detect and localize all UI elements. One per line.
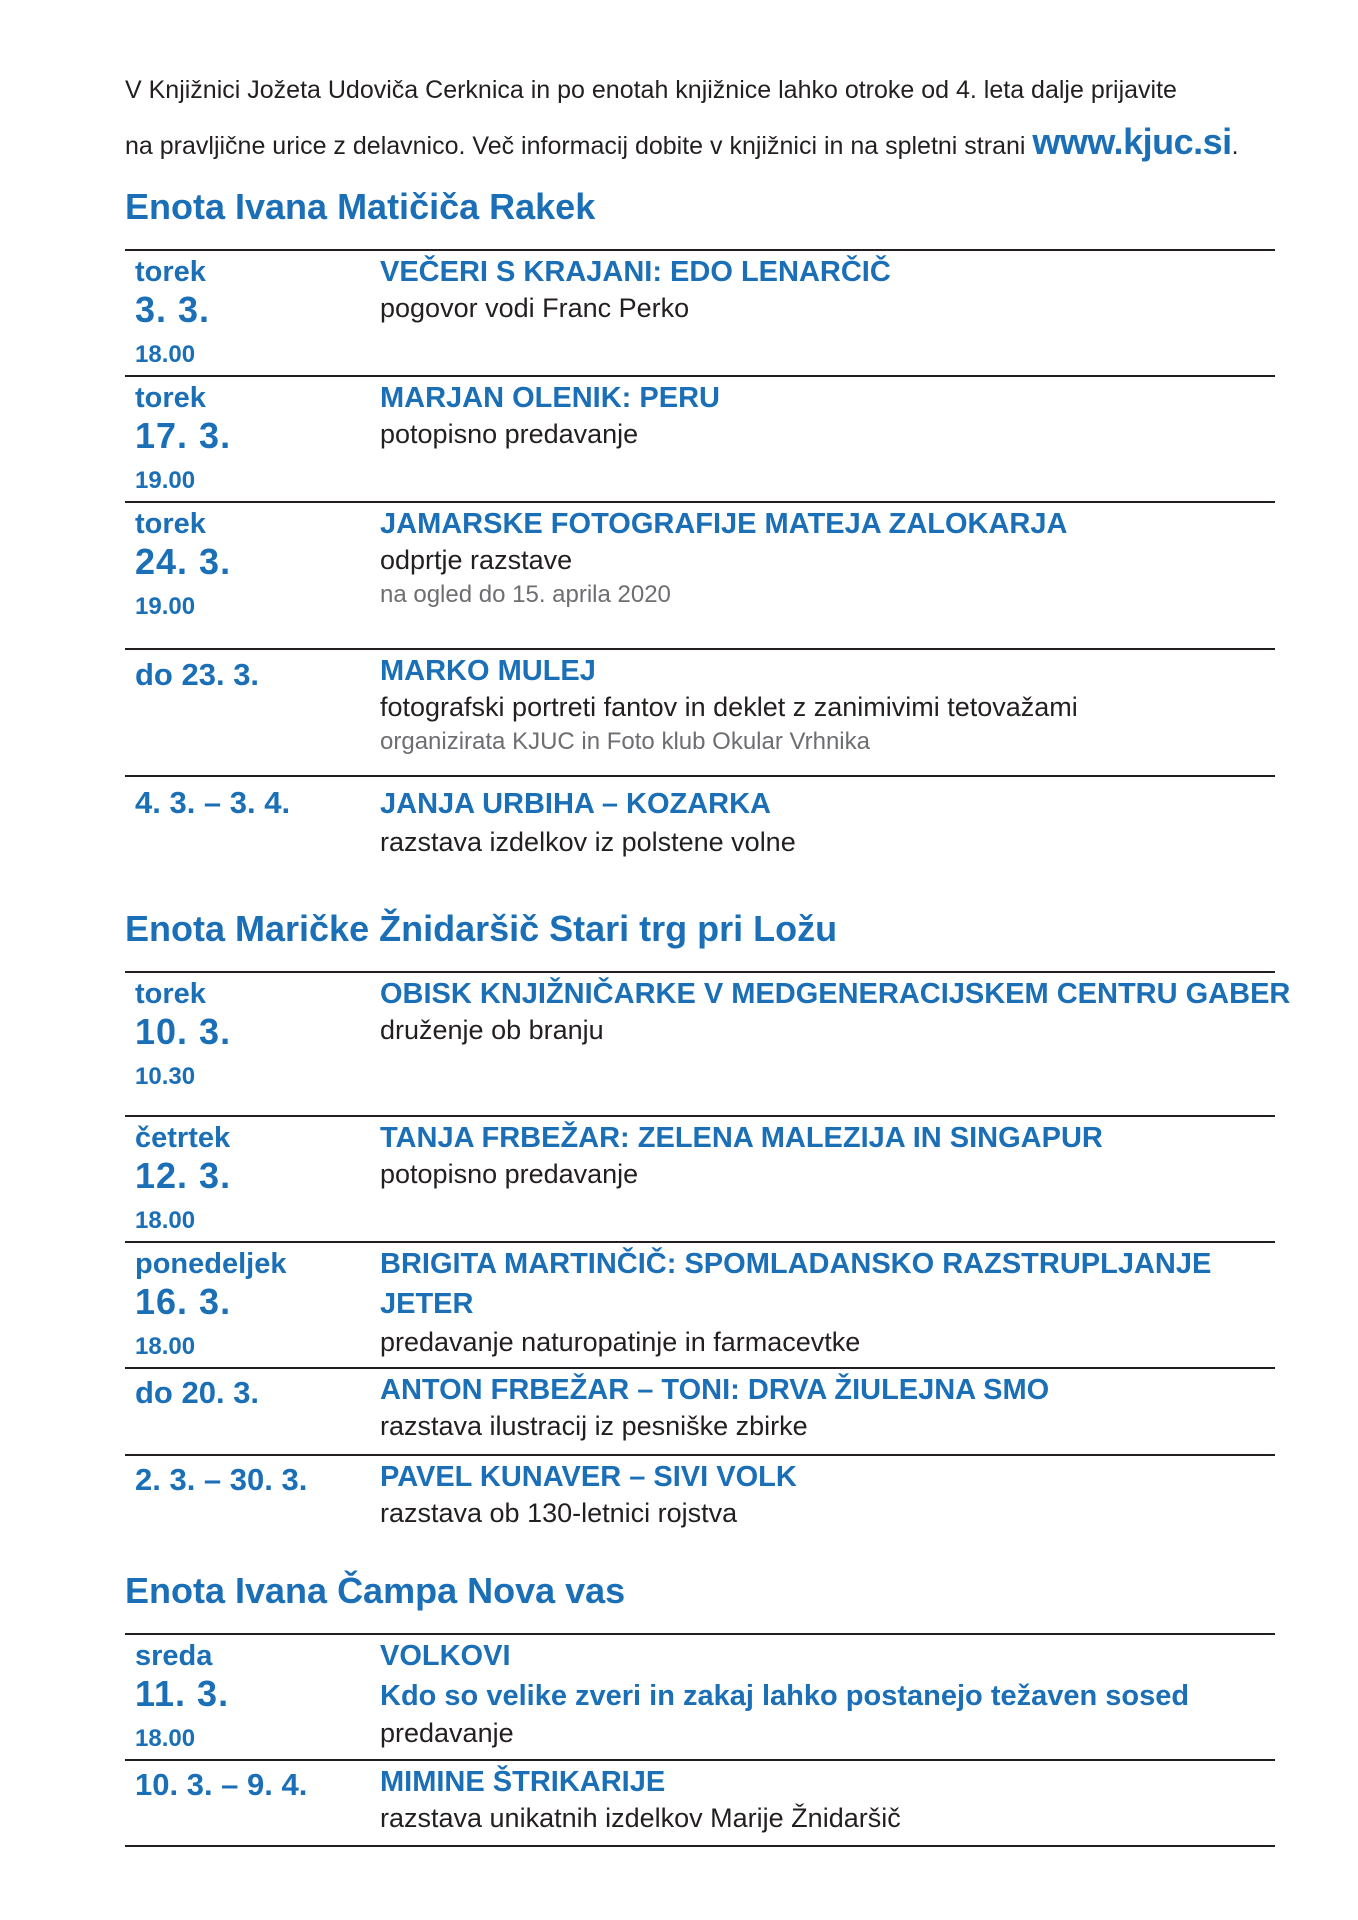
event-date-range: do 20. 3. [135,1375,260,1410]
event-date-range: 4. 3. – 3. 4. [135,785,291,820]
event-title-continued: JETER [380,1288,474,1320]
event-title: MIMINE ŠTRIKARIJE [380,1766,666,1798]
divider [125,249,1275,251]
section-title: Enota Maričke Žnidaršič Stari trg pri Ložu [125,908,838,949]
event-description: razstava ob 130-letnici rojstva [380,1498,738,1528]
event-description: fotografski portreti fantov in deklet z zanimivimi tetovažami [380,692,1078,722]
divider [125,1241,1275,1243]
divider [125,1845,1275,1847]
event-title: JAMARSKE FOTOGRAFIJE MATEJA ZALOKARJA [380,508,1068,540]
event-day: torek [135,382,206,414]
event-title: VOLKOVI [380,1640,511,1672]
event-description: druženje ob branju [380,1015,604,1045]
event-title: JANJA URBIHA – KOZARKA [380,788,771,820]
event-title: BRIGITA MARTINČIČ: SPOMLADANSKO RAZSTRUPLJANJE [380,1248,1212,1280]
divider [125,775,1275,777]
event-title: TANJA FRBEŽAR: ZELENA MALEZIJA IN SINGAPUR [380,1122,1103,1154]
event-description: pogovor vodi Franc Perko [380,293,690,323]
event-description: potopisno predavanje [380,419,639,449]
event-note: na ogled do 15. aprila 2020 [380,581,671,608]
event-description: razstava ilustracij iz pesniške zbirke [380,1411,808,1441]
event-time: 19.00 [135,593,196,620]
event-day: torek [135,508,206,540]
event-note: organizirata KJUC in Foto klub Okular Vrhnika [380,728,870,755]
event-day: ponedeljek [135,1248,287,1280]
event-time: 10.30 [135,1063,196,1090]
section-title: Enota Ivana Čampa Nova vas [125,1570,626,1611]
website-link[interactable]: www.kjuc.si [1032,121,1232,162]
event-title: ANTON FRBEŽAR – TONI: DRVA ŽIULEJNA SMO [380,1374,1050,1406]
event-description: razstava izdelkov iz polstene volne [380,827,796,857]
event-description: razstava unikatnih izdelkov Marije Žnidaršič [380,1803,901,1833]
event-date: 11. 3. [135,1673,230,1714]
divider [125,648,1275,650]
intro-line-2-end: . [1231,132,1239,160]
event-day: sreda [135,1640,213,1672]
intro-line-2 [125,116,1255,172]
event-subtitle: Kdo so velike zveri in zakaj lahko postanejo težaven sosed [380,1680,1190,1712]
event-title: MARJAN OLENIK: PERU [380,382,720,414]
event-time: 18.00 [135,1333,196,1360]
event-description: predavanje [380,1718,514,1748]
intro-line-2-text: na pravljične urice z delavnico. Več informacij dobite v knjižnici in na spletni strani [125,132,1033,160]
intro-paragraph [125,64,1255,172]
event-title: OBISK KNJIŽNIČARKE V MEDGENERACIJSKEM CENTRU GABER [380,978,1291,1010]
event-title: PAVEL KUNAVER – SIVI VOLK [380,1461,797,1493]
divider [125,971,1275,973]
section-title: Enota Ivana Matičiča Rakek [125,186,596,227]
event-time: 18.00 [135,1725,196,1752]
event-day: torek [135,978,206,1010]
event-description: odprtje razstave [380,545,573,575]
event-description: potopisno predavanje [380,1159,639,1189]
event-time: 18.00 [135,341,196,368]
event-time: 19.00 [135,467,196,494]
divider [125,375,1275,377]
event-day: četrtek [135,1122,231,1154]
event-time: 18.00 [135,1207,196,1234]
event-date-range: 2. 3. – 30. 3. [135,1462,308,1497]
event-title: MARKO MULEJ [380,655,596,687]
intro-line-1: V Knjižnici Jožeta Udoviča Cerknica in po enotah knjižnice lahko otroke od 4. leta dalje prijavite [125,76,1177,104]
event-date: 12. 3. [135,1155,232,1196]
event-date: 3. 3. [135,289,211,330]
divider [125,1367,1275,1369]
divider [125,501,1275,503]
divider [125,1633,1275,1635]
divider [125,1454,1275,1456]
event-date: 10. 3. [135,1011,232,1052]
event-day: torek [135,256,206,288]
divider [125,1759,1275,1761]
event-description: predavanje naturopatinje in farmacevtke [380,1327,861,1357]
divider [125,1115,1275,1117]
event-date-range: 10. 3. – 9. 4. [135,1767,308,1802]
event-title: VEČERI S KRAJANI: EDO LENARČIČ [380,256,891,288]
event-date-range: do 23. 3. [135,657,260,692]
event-date: 24. 3. [135,541,232,582]
event-date: 16. 3. [135,1281,232,1322]
event-date: 17. 3. [135,415,232,456]
